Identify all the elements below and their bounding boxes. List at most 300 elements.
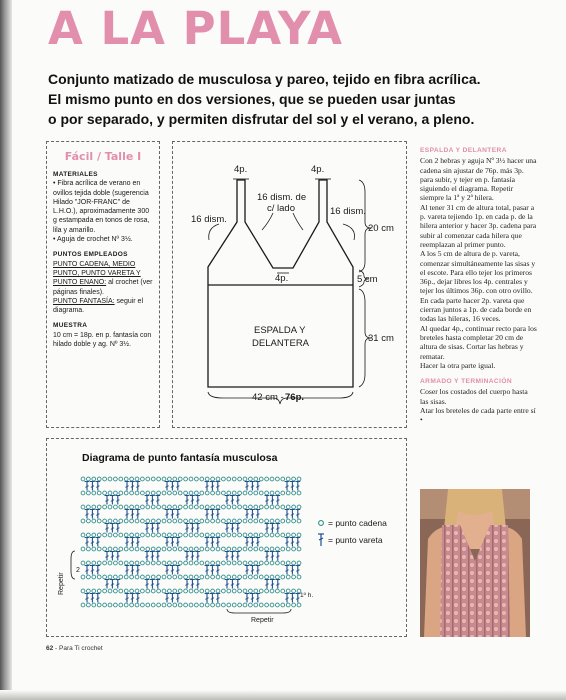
chain-stitch bbox=[173, 561, 177, 565]
chain-stitch bbox=[168, 519, 172, 523]
chain-stitch bbox=[232, 547, 236, 551]
chain-stitch bbox=[97, 491, 101, 495]
chain-stitch bbox=[281, 575, 285, 579]
chain-stitch bbox=[108, 519, 112, 523]
intro-paragraph bbox=[48, 69, 558, 129]
chain-stitch bbox=[108, 561, 112, 565]
chain-stitch bbox=[162, 575, 166, 579]
chain-stitch bbox=[297, 533, 301, 537]
chain-stitch bbox=[114, 477, 118, 481]
chain-stitch bbox=[146, 533, 150, 537]
chain-stitch bbox=[189, 561, 193, 565]
chain-stitch bbox=[184, 547, 188, 551]
chain-stitch bbox=[178, 561, 182, 565]
width-points: 76p. bbox=[285, 392, 305, 403]
chain-stitch bbox=[227, 533, 231, 537]
model-illustration bbox=[420, 489, 530, 637]
chain-stitch bbox=[178, 547, 182, 551]
chain-stitch bbox=[276, 603, 280, 607]
chain-stitch bbox=[97, 589, 101, 593]
chain-stitch bbox=[216, 547, 220, 551]
chain-stitch bbox=[87, 547, 91, 551]
repetir-side-label: Repetir bbox=[58, 572, 65, 595]
chain-stitch bbox=[178, 519, 182, 523]
chain-stitch bbox=[211, 561, 215, 565]
chain-stitch bbox=[151, 575, 155, 579]
chain-stitch bbox=[227, 505, 231, 509]
chain-stitch bbox=[168, 603, 172, 607]
chain-stitch bbox=[270, 505, 274, 509]
chain-stitch bbox=[97, 603, 101, 607]
chain-stitch bbox=[286, 603, 290, 607]
chain-stitch bbox=[81, 491, 85, 495]
chain-stitch bbox=[157, 491, 161, 495]
chain-stitch bbox=[249, 533, 253, 537]
chain-stitch bbox=[135, 519, 139, 523]
chain-stitch bbox=[178, 491, 182, 495]
chain-stitch bbox=[124, 603, 128, 607]
chain-stitch bbox=[200, 533, 204, 537]
chain-stitch bbox=[254, 491, 258, 495]
chain-stitch bbox=[200, 603, 204, 607]
chain-stitch bbox=[292, 519, 296, 523]
chain-stitch bbox=[108, 533, 112, 537]
pointer-left bbox=[209, 224, 219, 240]
chain-stitch bbox=[178, 575, 182, 579]
chain-stitch bbox=[232, 491, 236, 495]
instruction-paragraph: Atar los breteles de cada parte entre sí • bbox=[420, 406, 536, 425]
chain-stitch bbox=[124, 547, 128, 551]
chain-stitch bbox=[195, 575, 199, 579]
chain-stitch bbox=[173, 491, 177, 495]
chain-stitch bbox=[151, 533, 155, 537]
chain-stitch bbox=[243, 477, 247, 481]
chain-stitch bbox=[243, 575, 247, 579]
chain-stitch bbox=[265, 533, 269, 537]
repetir-bottom-label: Repetir bbox=[251, 617, 274, 624]
center-label: c/ lado bbox=[267, 203, 295, 214]
chain-stitch bbox=[103, 491, 107, 495]
chain-stitch bbox=[238, 603, 242, 607]
chain-stitch bbox=[130, 561, 134, 565]
chain-stitch bbox=[184, 505, 188, 509]
chain-stitch bbox=[92, 533, 96, 537]
chain-stitch bbox=[168, 533, 172, 537]
row-two-label: 2 bbox=[76, 567, 80, 574]
chain-stitch bbox=[103, 505, 107, 509]
chain-stitch bbox=[151, 505, 155, 509]
chain-stitch bbox=[200, 505, 204, 509]
chain-stitch bbox=[97, 561, 101, 565]
chain-stitch bbox=[184, 589, 188, 593]
intro-line: o por separado, y permiten disfrutar del sol y el verano, a pleno. bbox=[48, 111, 475, 127]
chain-stitch bbox=[184, 575, 188, 579]
chain-stitch bbox=[238, 519, 242, 523]
chain-stitch bbox=[238, 575, 242, 579]
chain-stitch bbox=[238, 547, 242, 551]
chain-stitch bbox=[227, 491, 231, 495]
chain-stitch bbox=[130, 533, 134, 537]
chain-stitch bbox=[286, 505, 290, 509]
chain-stitch bbox=[297, 505, 301, 509]
chain-stitch bbox=[146, 603, 150, 607]
chain-stitch bbox=[130, 477, 134, 481]
chain-stitch bbox=[238, 477, 242, 481]
chain-stitch bbox=[81, 533, 85, 537]
chain-stitch bbox=[114, 603, 118, 607]
stitch-diagram bbox=[47, 439, 408, 638]
chain-stitch bbox=[146, 589, 150, 593]
muestra-text: 10 cm = 18p. en p. fantasía con hilado doble y ag. Nº 3½. bbox=[53, 331, 152, 349]
instruction-paragraph: Con 2 hebras y aguja Nº 3½ hacer una cadena sin ajustar de 76p. más 3p. para subir, y tejer en p. fantasía siguiendo el diagrama. Repetir siempre la 1ª y 2ª hilera. bbox=[420, 156, 537, 203]
chain-stitch bbox=[157, 603, 161, 607]
chain-stitch bbox=[270, 561, 274, 565]
chain-stitch bbox=[87, 505, 91, 509]
chain-stitch bbox=[195, 547, 199, 551]
puntos-text bbox=[53, 297, 153, 316]
stitch-diagram-box bbox=[46, 438, 407, 637]
chain-stitch bbox=[108, 603, 112, 607]
chain-stitch bbox=[232, 477, 236, 481]
page-spine bbox=[0, 0, 12, 700]
instruction-paragraph: Al quedar 4p., continuar recto para los breteles hasta completar 20 cm de altura de sisas. Cortar las hebras y rematar. bbox=[420, 323, 537, 361]
chain-stitch bbox=[146, 519, 150, 523]
chain-stitch bbox=[211, 547, 215, 551]
chain-stitch bbox=[92, 589, 96, 593]
chain-stitch bbox=[119, 533, 123, 537]
chain-stitch bbox=[124, 589, 128, 593]
chain-stitch bbox=[276, 547, 280, 551]
chain-stitch bbox=[259, 477, 263, 481]
chain-stitch bbox=[205, 505, 209, 509]
chain-stitch bbox=[297, 519, 301, 523]
chain-stitch bbox=[151, 561, 155, 565]
dim-20cm: 20 cm bbox=[368, 223, 394, 234]
chain-stitch bbox=[232, 575, 236, 579]
chain-stitch bbox=[216, 491, 220, 495]
chain-stitch bbox=[114, 547, 118, 551]
chain-stitch bbox=[297, 491, 301, 495]
chain-stitch bbox=[157, 547, 161, 551]
chain-stitch bbox=[200, 589, 204, 593]
instruction-paragraph: A los 5 cm de altura de p. vareta, comenzar simultáneamente las sisas y el escote. Para ello tejer los primeros 36p., dejar libres los 4p. centrales y tejer los últimos 36p. con otro ovillo. En cada parte hacer 2p. vareta que cierran juntos a 1p. de cada borde en todas las hileras, 16 veces. bbox=[420, 249, 536, 324]
chain-stitch bbox=[114, 491, 118, 495]
chain-stitch bbox=[216, 589, 220, 593]
chain-stitch bbox=[270, 477, 274, 481]
chain-stitch bbox=[259, 491, 263, 495]
chain-stitch bbox=[97, 519, 101, 523]
chain-stitch bbox=[281, 561, 285, 565]
chain-stitch bbox=[124, 477, 128, 481]
center-bottom-label: 4p. bbox=[275, 273, 289, 284]
chain-stitch bbox=[92, 547, 96, 551]
chain-stitch bbox=[151, 603, 155, 607]
chain-stitch bbox=[265, 561, 269, 565]
chain-stitch bbox=[227, 603, 231, 607]
chain-stitch bbox=[276, 477, 280, 481]
chain-stitch bbox=[200, 547, 204, 551]
chain-stitch bbox=[270, 547, 274, 551]
chain-stitch bbox=[227, 575, 231, 579]
chain-stitch bbox=[249, 477, 253, 481]
chain-stitch bbox=[205, 589, 209, 593]
chain-stitch bbox=[114, 561, 118, 565]
chain-stitch bbox=[184, 477, 188, 481]
chain-stitch bbox=[146, 547, 150, 551]
chain-stitch bbox=[281, 477, 285, 481]
chain-stitch bbox=[281, 505, 285, 509]
chain-stitch bbox=[265, 491, 269, 495]
chain-stitch bbox=[184, 603, 188, 607]
chain-stitch bbox=[249, 561, 253, 565]
chain-stitch bbox=[205, 575, 209, 579]
chain-stitch bbox=[157, 519, 161, 523]
chain-stitch bbox=[222, 533, 226, 537]
chain-stitch bbox=[141, 533, 145, 537]
chain-stitch bbox=[184, 491, 188, 495]
chain-stitch bbox=[222, 505, 226, 509]
chain-stitch bbox=[254, 505, 258, 509]
chain-stitch bbox=[151, 547, 155, 551]
chain-stitch bbox=[162, 547, 166, 551]
chain-stitch bbox=[205, 547, 209, 551]
chain-stitch bbox=[114, 519, 118, 523]
info-box bbox=[46, 141, 160, 428]
chain-stitch bbox=[265, 477, 269, 481]
chain-stitch bbox=[292, 505, 296, 509]
chain-stitch bbox=[81, 519, 85, 523]
chain-stitch bbox=[232, 505, 236, 509]
chain-stitch bbox=[292, 603, 296, 607]
chain-stitch bbox=[276, 561, 280, 565]
chain-stitch bbox=[205, 491, 209, 495]
chain-stitch bbox=[141, 547, 145, 551]
chain-stitch bbox=[270, 575, 274, 579]
chain-stitch bbox=[249, 491, 253, 495]
chain-stitch bbox=[281, 491, 285, 495]
repetir-side-bracket bbox=[71, 551, 75, 579]
chain-stitch bbox=[119, 505, 123, 509]
chain-stitch bbox=[141, 589, 145, 593]
chain-stitch bbox=[205, 603, 209, 607]
chain-stitch bbox=[216, 561, 220, 565]
chain-stitch bbox=[200, 477, 204, 481]
chain-stitch bbox=[249, 603, 253, 607]
page-bottom-edge bbox=[0, 690, 566, 700]
chain-stitch bbox=[281, 589, 285, 593]
chain-stitch bbox=[119, 519, 123, 523]
chain-stitch bbox=[162, 519, 166, 523]
instruction-paragraph: Coser los costados del cuerpo hasta las sisas. bbox=[420, 387, 528, 406]
chain-stitch bbox=[103, 477, 107, 481]
chain-stitch bbox=[265, 505, 269, 509]
chain-stitch bbox=[135, 505, 139, 509]
chain-stitch bbox=[227, 519, 231, 523]
chain-stitch bbox=[130, 519, 134, 523]
chain-stitch bbox=[141, 603, 145, 607]
chain-stitch bbox=[135, 575, 139, 579]
chain-stitch bbox=[81, 477, 85, 481]
chain-stitch bbox=[243, 561, 247, 565]
chain-stitch bbox=[157, 505, 161, 509]
chain-stitch bbox=[184, 533, 188, 537]
chain-stitch bbox=[222, 477, 226, 481]
chain-stitch bbox=[130, 575, 134, 579]
chain-stitch bbox=[222, 589, 226, 593]
chain-stitch bbox=[168, 561, 172, 565]
chain-stitch bbox=[211, 519, 215, 523]
chain-stitch bbox=[87, 491, 91, 495]
chain-stitch bbox=[227, 561, 231, 565]
chain-stitch bbox=[189, 589, 193, 593]
chain-stitch bbox=[238, 589, 242, 593]
chain-stitch bbox=[151, 589, 155, 593]
chain-stitch bbox=[178, 533, 182, 537]
chain-stitch bbox=[243, 505, 247, 509]
chain-stitch bbox=[195, 561, 199, 565]
chain-stitch bbox=[81, 603, 85, 607]
chain-stitch bbox=[178, 477, 182, 481]
chain-stitch bbox=[119, 603, 123, 607]
chain-stitch bbox=[173, 519, 177, 523]
chain-stitch bbox=[119, 477, 123, 481]
section-heading: ARMADO Y TERMINACIÓN bbox=[420, 378, 513, 386]
garment-schema bbox=[172, 141, 407, 428]
chain-stitch bbox=[249, 575, 253, 579]
chain-stitch bbox=[243, 491, 247, 495]
chain-stitch bbox=[87, 589, 91, 593]
muestra-label: MUESTRA bbox=[53, 322, 88, 330]
chain-stitch bbox=[108, 477, 112, 481]
instructions-column bbox=[420, 146, 538, 425]
chain-stitch bbox=[297, 603, 301, 607]
chain-stitch bbox=[216, 533, 220, 537]
chain-stitch bbox=[195, 491, 199, 495]
chain-stitch bbox=[227, 589, 231, 593]
chain-stitch bbox=[222, 575, 226, 579]
chain-stitch bbox=[281, 547, 285, 551]
chain-stitch bbox=[259, 561, 263, 565]
materiales-label: MATERIALES bbox=[53, 171, 98, 178]
chain-stitch bbox=[238, 505, 242, 509]
chain-stitch bbox=[189, 505, 193, 509]
model-photo bbox=[420, 489, 530, 637]
chain-stitch bbox=[195, 505, 199, 509]
chain-stitch bbox=[243, 589, 247, 593]
chain-stitch bbox=[97, 533, 101, 537]
legend-chain-symbol bbox=[319, 521, 324, 526]
chain-stitch bbox=[222, 603, 226, 607]
chain-stitch bbox=[81, 561, 85, 565]
chain-stitch bbox=[141, 519, 145, 523]
dim-5cm: 5 cm bbox=[357, 274, 378, 285]
chain-stitch bbox=[103, 603, 107, 607]
chain-stitch bbox=[222, 491, 226, 495]
chain-stitch bbox=[135, 477, 139, 481]
chain-stitch bbox=[276, 575, 280, 579]
chain-stitch bbox=[119, 561, 123, 565]
legend-chain-label: = punto cadena bbox=[328, 518, 387, 528]
chain-stitch bbox=[281, 519, 285, 523]
chain-stitch bbox=[265, 603, 269, 607]
page-footer bbox=[46, 645, 103, 652]
instruction-paragraph: Al tener 31 cm de altura total, pasar a p. vareta tejiendo 1p. en cada p. de la hilera anterior y hacer 3p. cadena para subir al comenzar cada hilera que reemplazan al primer punto. bbox=[420, 202, 537, 249]
chain-stitch bbox=[157, 589, 161, 593]
intro-line: Conjunto matizado de musculosa y pareo, tejido en fibra acrílica. bbox=[48, 71, 481, 87]
chain-stitch bbox=[184, 519, 188, 523]
puntos-names: PUNTO CADENA, MEDIO PUNTO, PUNTO VARETA Y PUNTO ENANO: bbox=[53, 260, 141, 287]
chain-stitch bbox=[124, 491, 128, 495]
chain-stitch bbox=[227, 547, 231, 551]
chain-stitch bbox=[189, 519, 193, 523]
chain-stitch bbox=[81, 547, 85, 551]
chain-stitch bbox=[189, 477, 193, 481]
magazine-name: - Para Ti crochet bbox=[55, 645, 103, 652]
chain-stitch bbox=[265, 547, 269, 551]
chain-stitch bbox=[151, 491, 155, 495]
chain-stitch bbox=[108, 491, 112, 495]
chain-stitch bbox=[114, 575, 118, 579]
strap-label-right: 4p. bbox=[311, 164, 325, 175]
right-decrease-label: 16 dism. bbox=[330, 206, 366, 217]
chain-stitch bbox=[92, 477, 96, 481]
chain-stitch bbox=[178, 603, 182, 607]
chain-stitch bbox=[81, 505, 85, 509]
chain-stitch bbox=[124, 505, 128, 509]
chain-stitch bbox=[222, 519, 226, 523]
chain-stitch bbox=[135, 491, 139, 495]
chain-stitch bbox=[222, 561, 226, 565]
chain-stitch bbox=[211, 533, 215, 537]
chain-stitch bbox=[124, 533, 128, 537]
chain-stitch bbox=[103, 575, 107, 579]
chain-stitch bbox=[119, 589, 123, 593]
chain-stitch bbox=[286, 477, 290, 481]
chain-stitch bbox=[92, 561, 96, 565]
chain-stitch bbox=[292, 547, 296, 551]
chain-stitch bbox=[276, 589, 280, 593]
instruction-paragraph: Hacer la otra parte igual. bbox=[420, 360, 496, 370]
chain-stitch bbox=[259, 533, 263, 537]
chain-stitch bbox=[124, 519, 128, 523]
chain-stitch bbox=[200, 561, 204, 565]
chain-stitch bbox=[286, 575, 290, 579]
chain-stitch bbox=[146, 561, 150, 565]
chain-stitch bbox=[162, 533, 166, 537]
chain-stitch bbox=[189, 533, 193, 537]
body-label: DELANTERA bbox=[252, 338, 310, 349]
chain-stitch bbox=[162, 491, 166, 495]
chain-stitch bbox=[162, 505, 166, 509]
chain-stitch bbox=[276, 505, 280, 509]
chain-stitch bbox=[292, 491, 296, 495]
chain-stitch bbox=[168, 575, 172, 579]
chain-stitch bbox=[157, 477, 161, 481]
chain-stitch bbox=[292, 477, 296, 481]
chain-stitch bbox=[238, 533, 242, 537]
puntos-label: PUNTOS EMPLEADOS bbox=[53, 251, 128, 259]
chain-stitch bbox=[87, 561, 91, 565]
chain-stitch bbox=[270, 491, 274, 495]
chain-stitch bbox=[87, 575, 91, 579]
chain-stitch bbox=[265, 519, 269, 523]
chain-stitch bbox=[162, 603, 166, 607]
chain-stitch bbox=[292, 533, 296, 537]
chain-stitch bbox=[135, 561, 139, 565]
chain-stitch bbox=[146, 505, 150, 509]
chain-stitch bbox=[124, 561, 128, 565]
chain-stitch bbox=[92, 491, 96, 495]
